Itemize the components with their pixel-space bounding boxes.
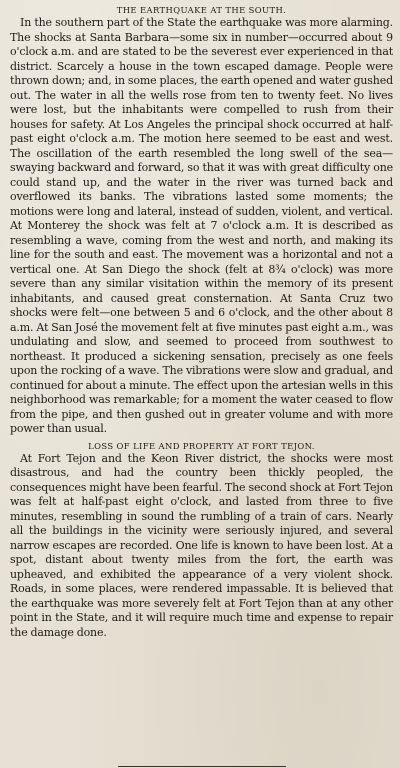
section-heading: LOSS OF LIFE AND PROPERTY AT FORT TEJON. (88, 440, 315, 451)
bottom-rule (118, 766, 286, 767)
article-body: In the southern part of the State the earthquake was more alarming. The shocks at Santa Barbara—some six in number—occurred about 9 o'clock a.m. and are stated to be the severest ever experienced in that district. Scarcely a house in the town escaped damage. People were thrown down; and, in some places, the earth opened and water gushed out. The water in all the wells rose from ten to twenty feet. No lives were lost, but the inhabitants were compelled to rush from their houses for safety. At Los Angeles the principal shock occurred at half-past eight o'clock a.m. The motion here seemed to be east and west. The oscillation of the earth resembled the long swell of the sea—swaying backward and forward, so that it was with great difficulty one could stand up, and the water in the river was turned back and overflowed its banks. The vibrations lasted some moments; the motions were long and lateral, instead of sudden, violent, and vertical. At Monterey the shock was felt at 7 o'clock a.m. It is described as resembling a wave, coming from the west and north, and making its line for the south and east. The movement was a horizontal and not a vertical one. At San Diego the shock (felt at 8¾ o'clock) was more severe than any similar visitation within the memory of its present inhabitants, and caused great consternation. At Santa Cruz two shocks were felt—one between 5 and 6 o'clock, and the other about 8 a.m. At San José the movement felt at five minutes past eight a.m., was undulating and slow, and seemed to proceed from southwest to northeast. It produced a sickening sensation, precisely as one feels upon the rocking of a wave. The vibrations were slow and gradual, and continued for about a minute. The effect upon the artesian wells in this neighborhood was remarkable; for a moment the water ceased to flow from the pipe, and then gushed out in greater volume and with more power than usual. (10, 16, 393, 435)
section-body: At Fort Tejon and the Keon River district, the shocks were most disastrous, and had the country been thickly peopled, the consequences might have been fearful. The second shock at Fort Tejon was felt at half-past eight o'clock, and lasted from three to five minutes, resembling in sound the rumbling of a train of cars. Nearly all the buildings in the vicinity were seriously injured, and several narrow escapes are recorded. One life is known to have been lost. At a spot, distant about twenty miles from the fort, the earth was upheaved, and exhibited the appearance of a very violent shock. Roads, in some places, were rendered impassable. It is believed that the earthquake was more severely felt at Fort Tejon than at any other point in the State, and it will require much time and expense to repair the damage done. (10, 451, 393, 639)
article-heading: THE EARTHQUAKE AT THE SOUTH. (116, 5, 287, 15)
